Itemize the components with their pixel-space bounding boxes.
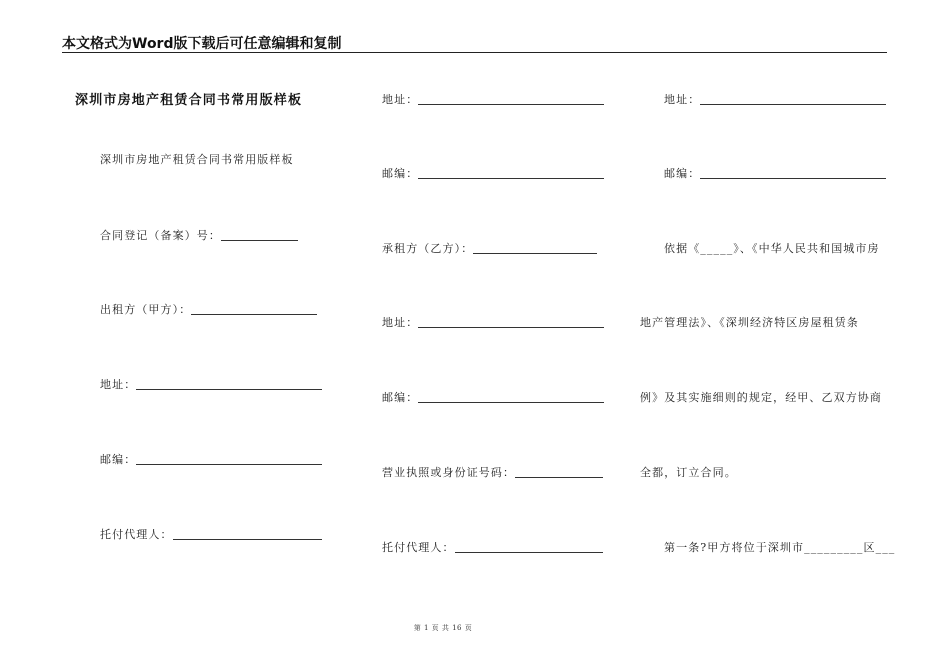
lessee-postcode-label: 邮编： xyxy=(382,391,419,404)
lessee-postcode-row xyxy=(382,391,604,405)
lessor-postcode-label: 邮编： xyxy=(100,453,137,466)
lessee-address-row xyxy=(382,316,604,330)
agent-postcode-label: 邮编： xyxy=(664,167,701,180)
agent-address-label: 地址： xyxy=(664,93,701,106)
address-label: 地址： xyxy=(382,93,419,106)
preamble-line-2: 地产管理法》、《深圳经济特区房屋租赁条 xyxy=(640,316,859,329)
page-number: 第 1 页 共 16 页 xyxy=(413,624,473,632)
contract-subtitle xyxy=(100,153,294,167)
registration-number-label: 合同登记（备案）号： xyxy=(100,229,221,242)
lessor-row xyxy=(100,303,317,317)
article-1-line: 第一条?甲方将位于深圳市_________区___ xyxy=(664,541,896,554)
lessee-agent-address-row xyxy=(664,93,886,107)
address-blank xyxy=(418,104,604,105)
lessor-agent-label: 托付代理人： xyxy=(100,528,173,541)
preamble-line-3: 例》及其实施细则的规定，经甲、乙双方协商 xyxy=(640,391,882,404)
lessee-agent-label: 托付代理人： xyxy=(382,541,455,554)
agent-address-blank xyxy=(700,104,886,105)
lessee-row xyxy=(382,242,597,256)
lessor-address-row xyxy=(100,378,322,392)
header-divider xyxy=(62,52,887,53)
subtitle-text: 深圳市房地产租赁合同书常用版样板 xyxy=(100,153,294,166)
registration-number-row xyxy=(100,229,298,243)
lessee-address-label: 地址： xyxy=(382,316,419,329)
lessor-agent-row xyxy=(100,528,322,542)
preamble-line-4: 全都，订立合同。 xyxy=(640,466,737,479)
lessor-address-blank xyxy=(136,389,322,390)
document-title: 深圳市房地产租赁合同书常用版样板 xyxy=(75,93,303,108)
document-header-note: 本文格式为Word版下载后可任意编辑和复制 xyxy=(62,36,342,52)
lessor-postcode-blank xyxy=(136,464,322,465)
lessor-address-label: 地址： xyxy=(100,378,137,391)
lessee-agent-row xyxy=(382,541,603,555)
postcode-blank xyxy=(418,178,604,179)
lessee-agent-postcode-row xyxy=(664,167,886,181)
lessor-label: 出租方（甲方）： xyxy=(100,303,192,316)
agent-postcode-blank xyxy=(700,178,886,179)
registration-number-blank xyxy=(221,240,298,241)
lessor-postcode-row xyxy=(100,453,322,467)
preamble-line-1: 依据《_____》、《中华人民共和国城市房 xyxy=(664,242,880,255)
lessor-address-cont-row xyxy=(382,93,604,107)
postcode-label: 邮编： xyxy=(382,167,419,180)
license-id-label: 营业执照或身份证号码： xyxy=(382,466,516,479)
lessee-blank xyxy=(473,253,597,254)
license-id-row xyxy=(382,466,603,480)
lessor-agent-blank xyxy=(173,539,322,540)
lessor-blank xyxy=(191,314,317,315)
lessee-label: 承租方（乙方）： xyxy=(382,242,474,255)
lessee-address-blank xyxy=(418,327,604,328)
postcode-cont-row xyxy=(382,167,604,181)
lessee-agent-blank xyxy=(455,552,603,553)
lessee-postcode-blank xyxy=(418,402,604,403)
license-id-blank xyxy=(515,477,603,478)
